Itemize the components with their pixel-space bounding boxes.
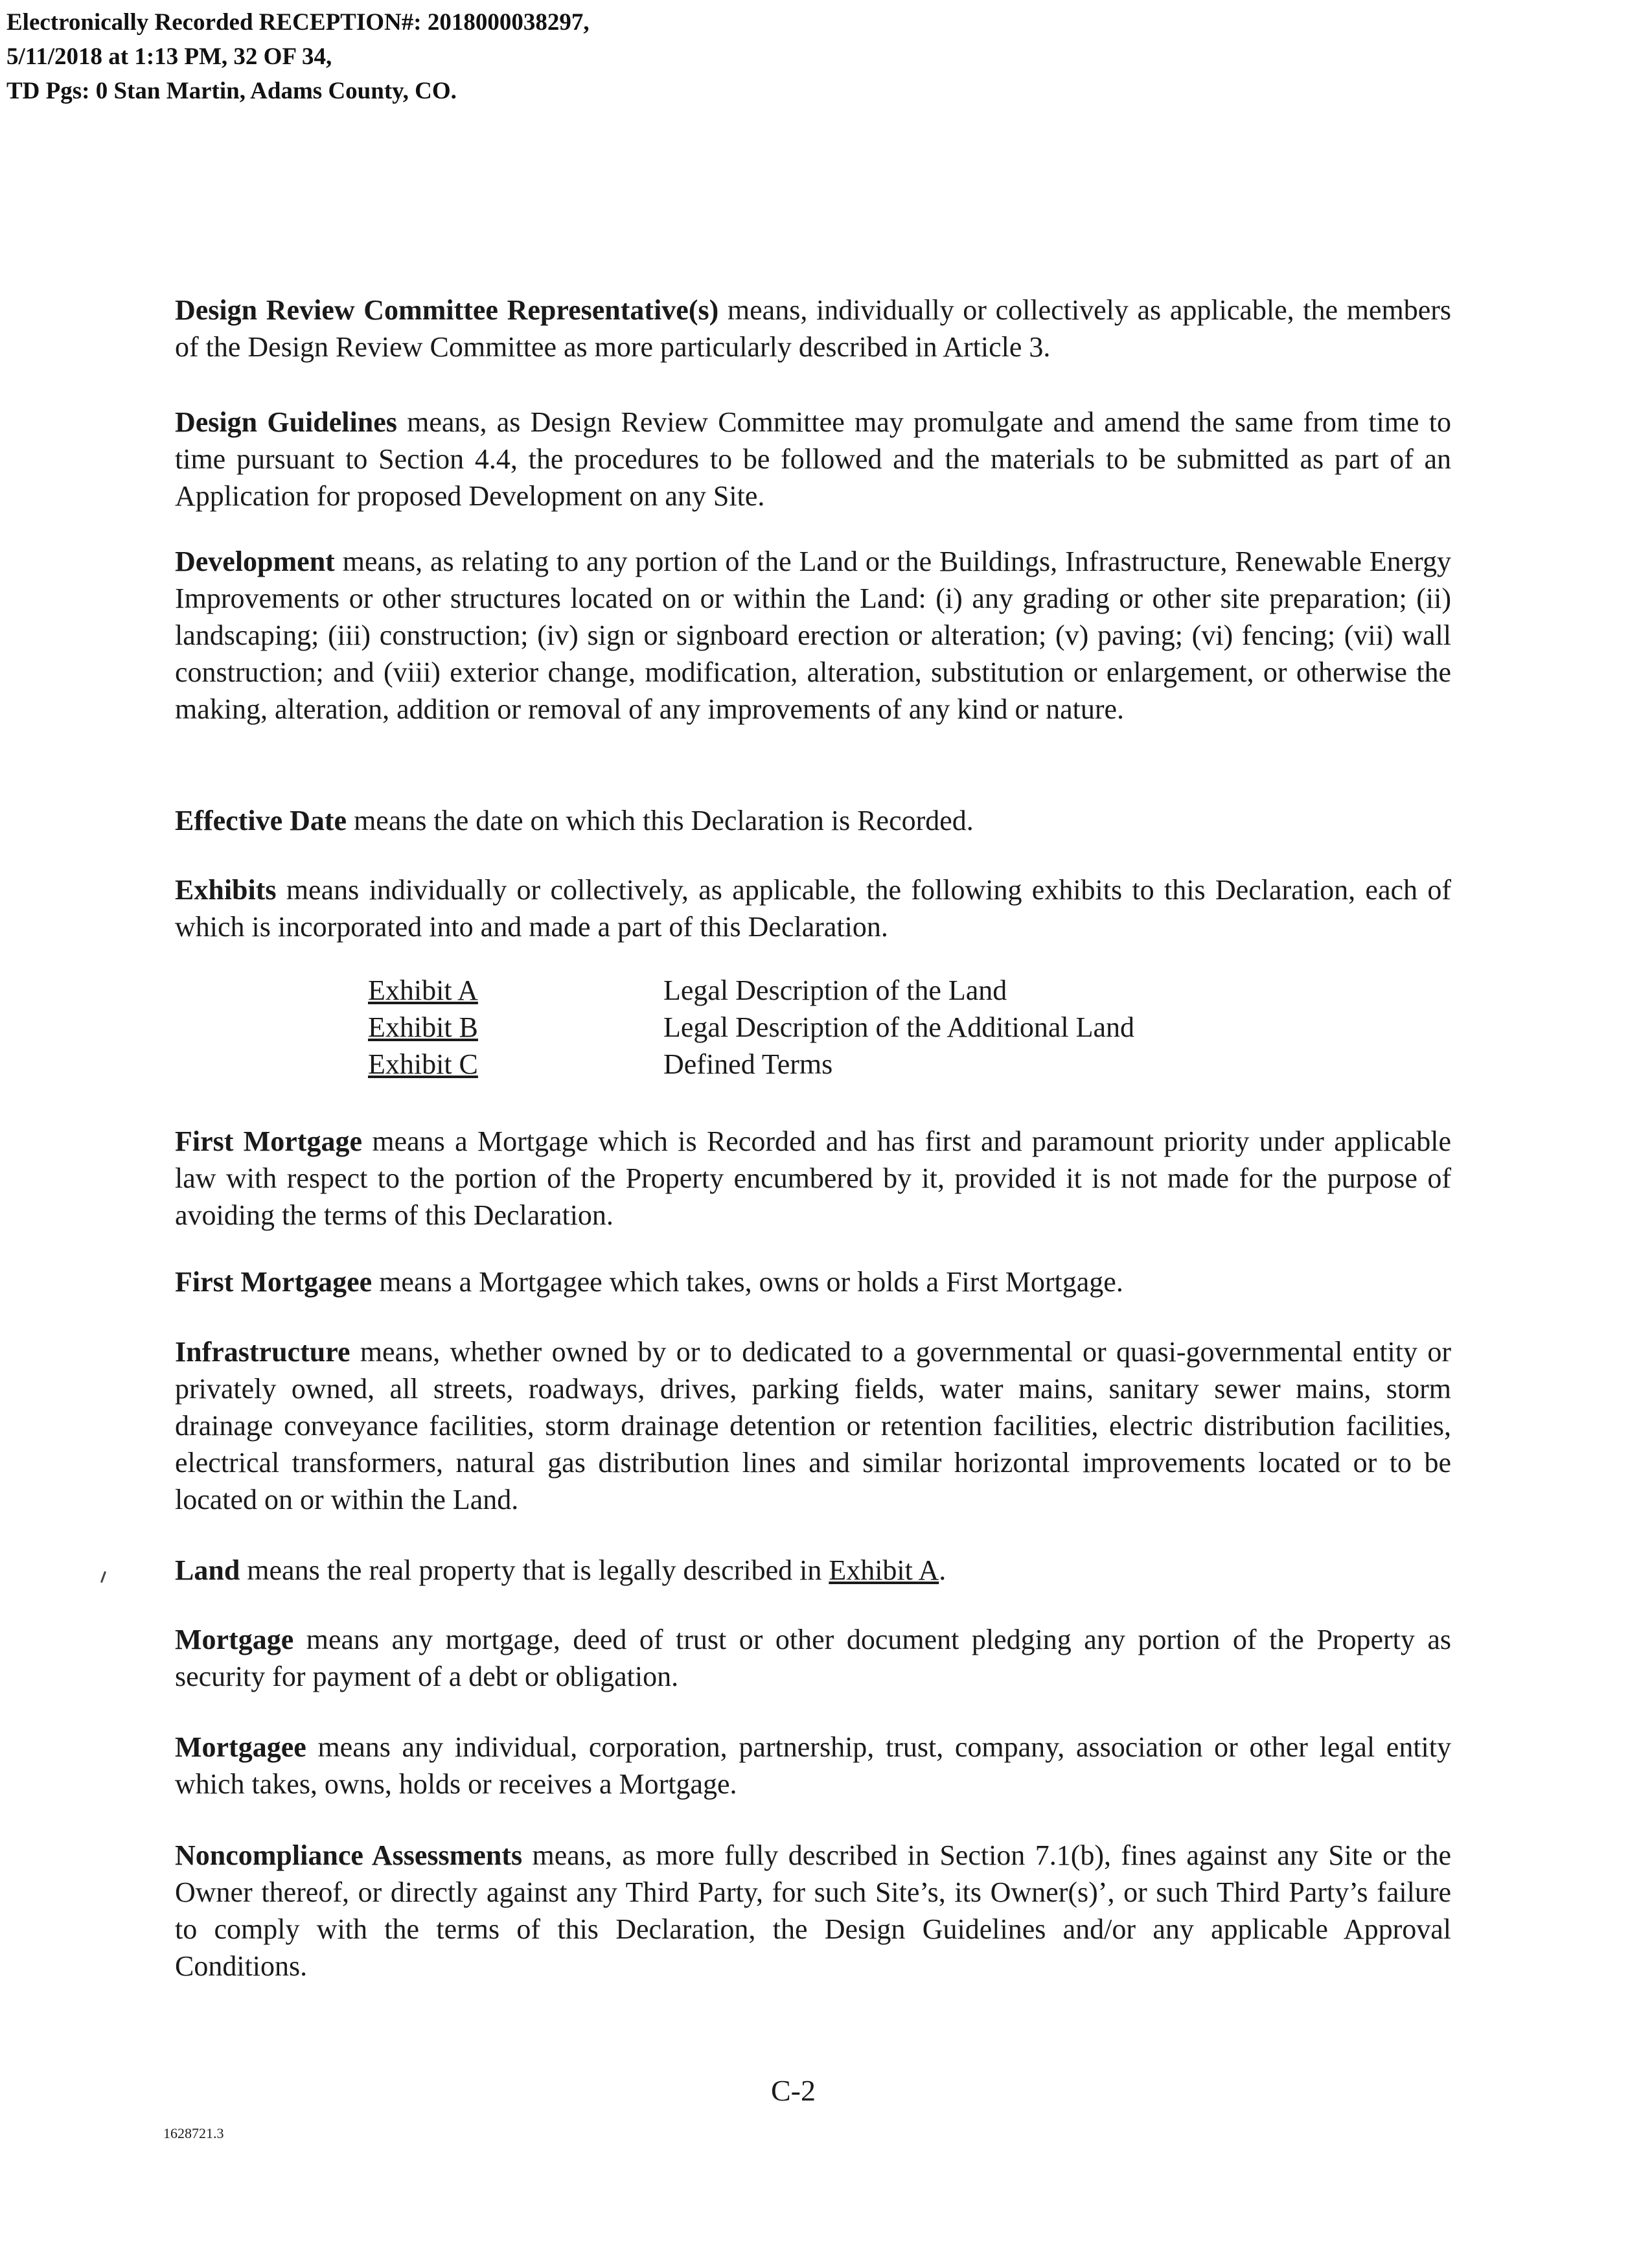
- exhibit-description: Legal Description of the Additional Land: [663, 1011, 1135, 1043]
- definition-infrastructure: [175, 1333, 1451, 1518]
- definition-text-end: .: [939, 1554, 946, 1586]
- definition-term: Land: [175, 1554, 240, 1586]
- definition-text: means any mortgage, deed of trust or other document pledging any portion of the Property as security for payment of a debt or obligation.: [175, 1624, 1451, 1692]
- definition-first-mortgagee: [175, 1263, 1451, 1300]
- definition-text: means, individually or collectively as applicable, the members of the Design Review Committee as more particularly described in Article 3.: [175, 294, 1451, 363]
- exhibit-description: Legal Description of the Land: [663, 974, 1007, 1006]
- exhibit-row: [368, 1009, 1134, 1046]
- stray-mark: [100, 1571, 106, 1583]
- definition-term: First Mortgage: [175, 1125, 362, 1157]
- definition-term: First Mortgagee: [175, 1266, 373, 1298]
- definition-design-guidelines: [175, 404, 1451, 514]
- exhibit-label: Exhibit B: [368, 1011, 478, 1043]
- definition-text: means, whether owned by or to dedicated to a governmental or quasi-governmental entity or privately owned, all streets, roadways, drives, parking fields, water mains, sanitary sewer mains, storm drainage conveyance facilities, storm drainage detention or retention facilities, electric distribution facilities, electrical transformers, natural gas distribution lines and similar horizontal improvements located or to be located on or within the Land.: [175, 1336, 1451, 1515]
- exhibit-row: [368, 1046, 1134, 1083]
- definition-term: Design Review Committee Representative(s): [175, 294, 719, 326]
- definition-term: Development: [175, 546, 335, 577]
- definition-term: Effective Date: [175, 805, 347, 836]
- exhibit-description: Defined Terms: [663, 1048, 833, 1080]
- exhibit-row: [368, 972, 1134, 1009]
- stamp-line-2: 5/11/2018 at 1:13 PM, 32 OF 34,: [6, 43, 332, 70]
- definition-text: means, as more fully described in Section 7.1(b), fines against any Site or the Owner thereof, or directly against any Third Party, for such Site’s, its Owner(s)’, or such Third Party’s failure to comply with the terms of this Declaration, the Design Guidelines and/or any applicable Approval Conditions.: [175, 1839, 1451, 1982]
- exhibits-list: [368, 972, 1134, 1083]
- page-number: C-2: [771, 2074, 816, 2107]
- definition-text: means, as Design Review Committee may promulgate and amend the same from time to time pursuant to Section 4.4, the procedures to be followed and the materials to be submitted as part of an Application for proposed Development on any Site.: [175, 406, 1451, 512]
- definition-design-review-committee-representative: [175, 292, 1451, 365]
- stamp-line-1: Electronically Recorded RECEPTION#: 2018000038297,: [6, 9, 590, 36]
- exhibit-label: Exhibit A: [368, 974, 478, 1006]
- definition-text: means a Mortgage which is Recorded and has first and paramount priority under applicable law with respect to the portion of the Property encumbered by it, provided it is not made for the purpose of avoiding the terms of this Declaration.: [175, 1125, 1451, 1231]
- exhibit-label: Exhibit C: [368, 1048, 478, 1080]
- definition-text: means the real property that is legally described in: [240, 1554, 829, 1586]
- definition-effective-date: [175, 802, 1451, 839]
- exhibit-a-reference: Exhibit A: [829, 1554, 939, 1586]
- definition-term: Noncompliance Assessments: [175, 1839, 523, 1871]
- definition-mortgage: [175, 1621, 1451, 1695]
- definition-text: means a Mortgagee which takes, owns or holds a First Mortgage.: [372, 1266, 1123, 1298]
- definition-exhibits: [175, 871, 1451, 945]
- definition-term: Exhibits: [175, 874, 277, 906]
- definition-term: Mortgage: [175, 1624, 294, 1655]
- definition-term: Infrastructure: [175, 1336, 350, 1368]
- recording-stamp: [6, 5, 590, 108]
- document-id: 1628721.3: [163, 2125, 224, 2141]
- definition-text: means, as relating to any portion of the Land or the Buildings, Infrastructure, Renewable Energy Improvements or other structures located on or within the Land: (i) any grading or other site preparation; (ii) landscaping; (iii) construction; (iv) sign or signboard erection or alteration; (v) paving; (vi) fencing; (vii) wall construction; and (viii) exterior change, modification, alteration, substitution or enlargement, or otherwise the making, alteration, addition or removal of any improvements of any kind or nature.: [175, 546, 1451, 725]
- definition-text: means any individual, corporation, partnership, trust, company, association or other legal entity which takes, owns, holds or receives a Mortgage.: [175, 1731, 1451, 1800]
- definition-land: [175, 1552, 1451, 1589]
- definition-text: means the date on which this Declaration is Recorded.: [347, 805, 974, 836]
- definition-mortgagee: [175, 1729, 1451, 1802]
- definition-term: Design Guidelines: [175, 406, 397, 438]
- definition-text: means individually or collectively, as applicable, the following exhibits to this Declaration, each of which is incorporated into and made a part of this Declaration.: [175, 874, 1451, 943]
- stamp-line-3: TD Pgs: 0 Stan Martin, Adams County, CO.: [6, 78, 457, 104]
- definition-noncompliance-assessments: [175, 1837, 1451, 1985]
- definition-term: Mortgagee: [175, 1731, 306, 1763]
- definition-first-mortgage: [175, 1123, 1451, 1234]
- definition-development: [175, 543, 1451, 728]
